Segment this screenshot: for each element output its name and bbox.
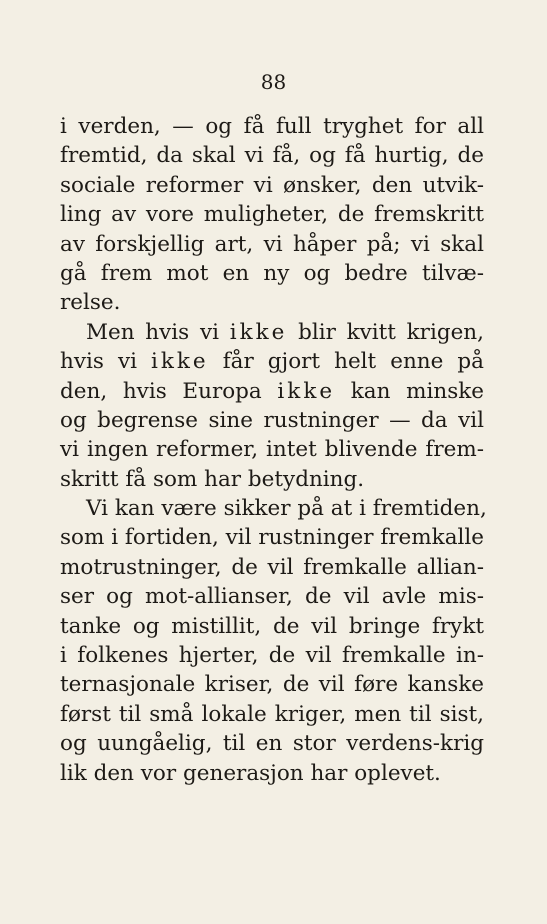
text-line: og begrense sine rustninger — da vil <box>60 407 484 433</box>
page-text <box>60 112 487 788</box>
emphasized-word: ikke <box>277 378 336 404</box>
text-line: relse. <box>60 290 121 316</box>
text-line: av forskjellig art, vi håper på; vi skal <box>60 231 484 257</box>
text-line: ser og mot-allianser, de vil avle mis- <box>60 584 484 610</box>
text-line: i folkenes hjerter, de vil fremkalle in- <box>60 643 484 669</box>
text-segment: blir kvitt krigen, <box>287 319 484 345</box>
text-segment: Men hvis vi <box>86 319 230 345</box>
text-line: motrustninger, de vil fremkalle allian- <box>60 554 484 580</box>
text-line: sociale reformer vi ønsker, den utvik- <box>60 172 484 198</box>
text-segment: den, hvis Europa <box>60 378 278 404</box>
text-line: Vi kan være sikker på at i fremtiden, <box>86 496 487 522</box>
paragraph-3 <box>60 494 487 788</box>
text-line: lik den vor generasjon har oplevet. <box>60 760 441 786</box>
text-line: fremtid, da skal vi få, og få hurtig, de <box>60 143 484 169</box>
text-line: først til små lokale kriger, men til sist, <box>60 701 484 727</box>
text-line <box>60 347 484 376</box>
page-number: 88 <box>260 70 287 94</box>
text-line: i verden, — og få full tryghet for all <box>60 114 484 139</box>
text-segment: hvis vi <box>60 349 151 375</box>
text-line <box>60 318 484 347</box>
text-line <box>60 377 484 406</box>
paragraph-2 <box>60 318 484 494</box>
text-line: ternasjonale kriser, de vil føre kanske <box>60 672 484 698</box>
text-line: som i fortiden, vil rustninger fremkalle <box>60 525 484 551</box>
text-line: tanke og mistillit, de vil bringe frykt <box>60 613 484 639</box>
text-line: ling av vore muligheter, de fremskritt <box>60 202 484 228</box>
text-line: og uungåelig, til en stor verdens-krig <box>60 731 484 757</box>
emphasized-word: ikke <box>229 319 288 345</box>
paragraph-1 <box>60 112 484 318</box>
text-segment: kan minske <box>335 378 484 404</box>
text-segment: får gjort helt enne på <box>208 349 484 375</box>
emphasized-word: ikke <box>151 349 209 375</box>
text-line: vi ingen reformer, intet blivende frem- <box>60 437 484 463</box>
text-line: skritt få som har betydning. <box>60 466 365 492</box>
text-line: gå frem mot en ny og bedre tilvæ- <box>60 260 484 286</box>
